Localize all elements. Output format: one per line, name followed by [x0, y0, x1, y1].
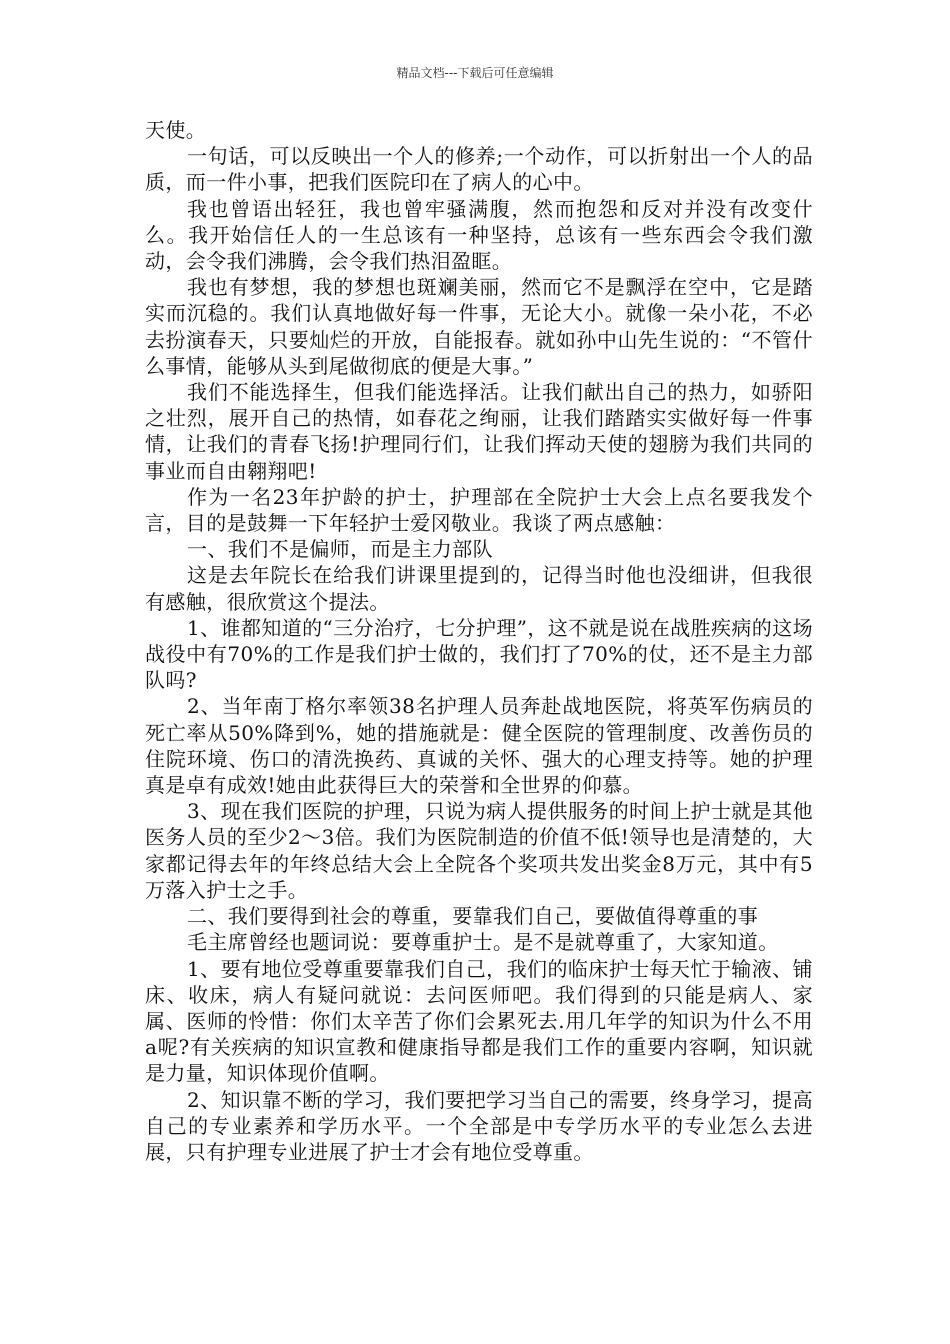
section-heading: 二、我们要得到社会的尊重，要靠我们自己，要做值得尊重的事	[187, 904, 759, 929]
paragraph: 天使。	[145, 118, 207, 142]
paragraph: 我也有梦想，我的梦想也斑斓美丽，然而它不是飘浮在空中，它是踏实而沉稳的。我们认真地做好每一件事，无论大小。就像一朵小花，不必去扮演春天，只要灿烂的开放，自能报春。就如孙中山先生说的：“不管什么事情，能够从头到尾做彻底的便是大事。”	[145, 275, 813, 378]
paragraph: 我们不能选择生，但我们能选择活。让我们献出自己的热力，如骄阳之壮烈，展开自己的热情，如春花之绚丽，让我们踏踏实实做好每一件事情，让我们的青春飞扬!护理同行们，让我们挥动天使的翅膀为我们共同的事业而自由翱翔吧!	[145, 380, 813, 483]
section-heading: 一、我们不是偏师，而是主力部队	[187, 537, 493, 562]
paragraph: 1、谁都知道的“三分治疗，七分护理”，这不就是说在战胜疾病的这场战役中有70%的工作是我们护士做的，我们打了70%的仗，还不是主力部队吗?	[145, 615, 813, 693]
paragraph: 2、知识靠不断的学习，我们要把学习当自己的需要，终身学习，提高自己的专业素养和学历水平。一个全部是中专学历水平的专业怎么去进展，只有护理专业进展了护士才会有地位受尊重。	[145, 1087, 813, 1164]
paragraph: 我也曾语出轻狂，我也曾牢骚满腹，然而抱怨和反对并没有改变什么。我开始信任人的一生总该有一种坚持，总该有一些东西会令我们激动，会令我们沸腾，会令我们热泪盈眶。	[145, 196, 813, 274]
paragraph: 这是去年院长在给我们讲课里提到的，记得当时他也没细讲，但我很有感触，很欣赏这个提法。	[145, 563, 813, 614]
paragraph: 一句话，可以反映出一个人的修养;一个动作，可以折射出一个人的品质，而一件小事，把我们医院印在了病人的心中。	[145, 144, 813, 195]
paragraph: 3、现在我们医院的护理，只说为病人提供服务的时间上护士就是其他医务人员的至少2～3倍。我们为医院制造的价值不低!领导也是清楚的，大家都记得去年的年终总结大会上全院各个奖项共发出奖金8万元，其中有5万落入护士之手。	[145, 799, 813, 902]
paragraph: 1、要有地位受尊重要靠我们自己，我们的临床护士每天忙于输液、铺床、收床，病人有疑问就说：去问医师吧。我们得到的只能是病人、家属、医师的怜惜：你们太辛苦了你们会累死去.用几年学的知识为什么不用a呢?有关疾病的知识宣教和健康指导都是我们工作的重要内容啊，知识就是力量，知识体现价值啊。	[145, 956, 813, 1086]
paragraph: 毛主席曾经也题词说：要尊重护士。是不是就尊重了，大家知道。	[187, 930, 779, 955]
document-body	[145, 117, 813, 1165]
page-header: 精品文档---下载后可任意编辑	[396, 66, 554, 80]
paragraph: 作为一名23年护龄的护士，护理部在全院护士大会上点名要我发个言，目的是鼓舞一下年轻护士爱冈敬业。我谈了两点感触：	[145, 484, 813, 536]
paragraph: 2、当年南丁格尔率领38名护理人员奔赴战地医院，将英军伤病员的死亡率从50%降到%，她的措施就是：健全医院的管理制度、改善伤员的住院环境、伤口的清洗换药、真诚的关怀、强大的心理支持等。她的护理真是卓有成效!她由此获得巨大的荣誉和全世界的仰慕。	[145, 694, 813, 798]
